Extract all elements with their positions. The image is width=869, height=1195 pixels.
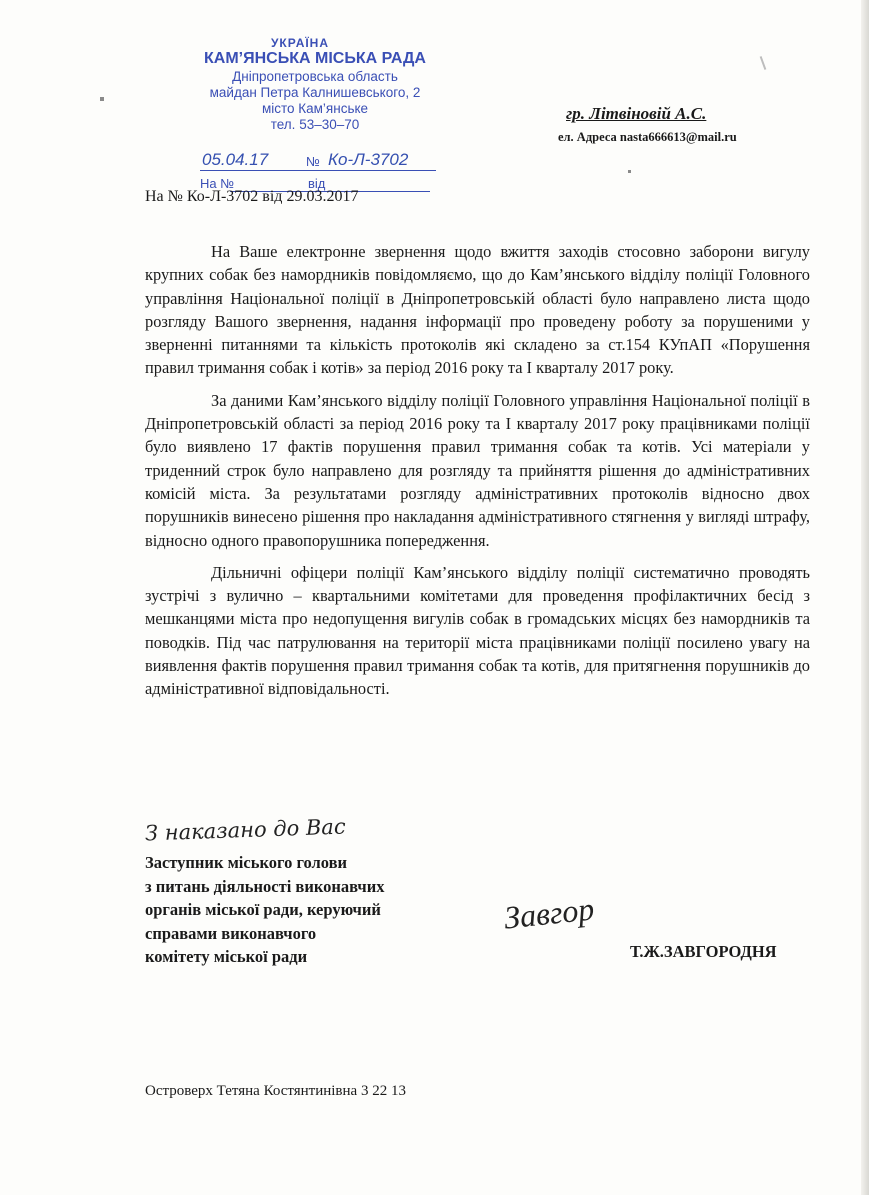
- handwritten-note: З наказано до Вас: [144, 814, 346, 846]
- reference-line: На № Ко-Л-3702 від 29.03.2017: [145, 188, 359, 205]
- recipient-block: [558, 104, 737, 145]
- stamp-address-line2: місто Кам’янське: [261, 100, 369, 116]
- reg-number: Ко-Л-3702: [328, 150, 409, 169]
- position-line: органів міської ради, керуючий: [145, 900, 381, 919]
- reg-underline: [200, 170, 436, 171]
- recipient-email: ел. Адреса nasta666613@mail.ru: [558, 130, 737, 144]
- paragraph: За даними Кам’янського відділу поліції Головного управління Національної поліції в Дніпропетровській області за період 2016 року та I кварталу 2017 року працівниками поліції було виявлено 17 фактів порушення правил тримання собак та котів. Усі матеріали у триденний строк було направлено для розгляду та прийняття рішення до адміністративних комісій міста. За результатами розгляду адміністративних протоколів відносно двох порушників винесено рішення про накладання адміністративного стягнення у вигляді штрафу, відносно одного правопорушника попередження.: [145, 390, 810, 550]
- stamp-country: УКРАЇНА: [270, 36, 330, 50]
- registration-stamp: [180, 36, 450, 133]
- incoming-no-label: На №: [200, 176, 235, 191]
- stamp-organization: КАМ’ЯНСЬКА МІСЬКА РАДА: [204, 50, 426, 68]
- paragraph: Дільничні офіцери поліції Кам’янського відділу поліції систематично проводять зустрічі з вулично – квартальними комітетами для проведення профілактичних бесід з мешканцями міста про недопущення вигулів собак в громадських місцях без намордників та поводків. Під час патрулювання на території міста працівниками поліції посилено увагу на виявлення фактів порушення правил тримання собак та котів, для притягнення порушників до адміністративної відповідальності.: [145, 562, 810, 699]
- recipient-name: гр. Літвіновій А.С.: [566, 104, 707, 123]
- position-line: справами виконавчого: [145, 923, 317, 943]
- page-edge: [861, 0, 869, 1195]
- scan-speck: [628, 170, 631, 173]
- executor-line: Островерх Тетяна Костянтинівна 3 22 13: [145, 1083, 406, 1099]
- handwritten-signature: Завгор: [502, 890, 596, 936]
- incoming-from-label: від: [308, 176, 326, 191]
- stamp-region: Дніпропетровська область: [232, 69, 398, 85]
- stamp-phone: тел. 53–30–70: [270, 116, 360, 132]
- position-line: комітету міської ради: [145, 947, 308, 966]
- position-line: з питань діяльності виконавчих: [145, 876, 385, 896]
- reg-no-mark: №: [306, 154, 320, 169]
- stamp-address-line1: майдан Петра Калнишевського, 2: [209, 84, 421, 100]
- signatory-position: [145, 851, 384, 969]
- position-line: Заступник міського голови: [145, 853, 348, 872]
- signer-name: Т.Ж.ЗАВГОРОДНЯ: [630, 942, 777, 961]
- letter-body: [145, 240, 810, 710]
- scan-speck: [100, 97, 104, 101]
- scan-speck: [760, 56, 767, 70]
- reg-date: 05.04.17: [202, 150, 269, 169]
- paragraph: На Ваше електронне звернення щодо вжиття заходів стосовно заборони вигулу крупних собак без намордників повідомляємо, що до Кам’янського відділу поліції Головного управління Національної поліції в Дніпропетровській області було направлено листа щодо розгляду Вашого звернення, надання інформації про проведену роботу за порушеними у зверненні питаннями та кількість протоколів які складено за ст.154 КУпАП «Порушення правил тримання собак і котів» за період 2016 року та I кварталу 2017 року.: [145, 242, 810, 378]
